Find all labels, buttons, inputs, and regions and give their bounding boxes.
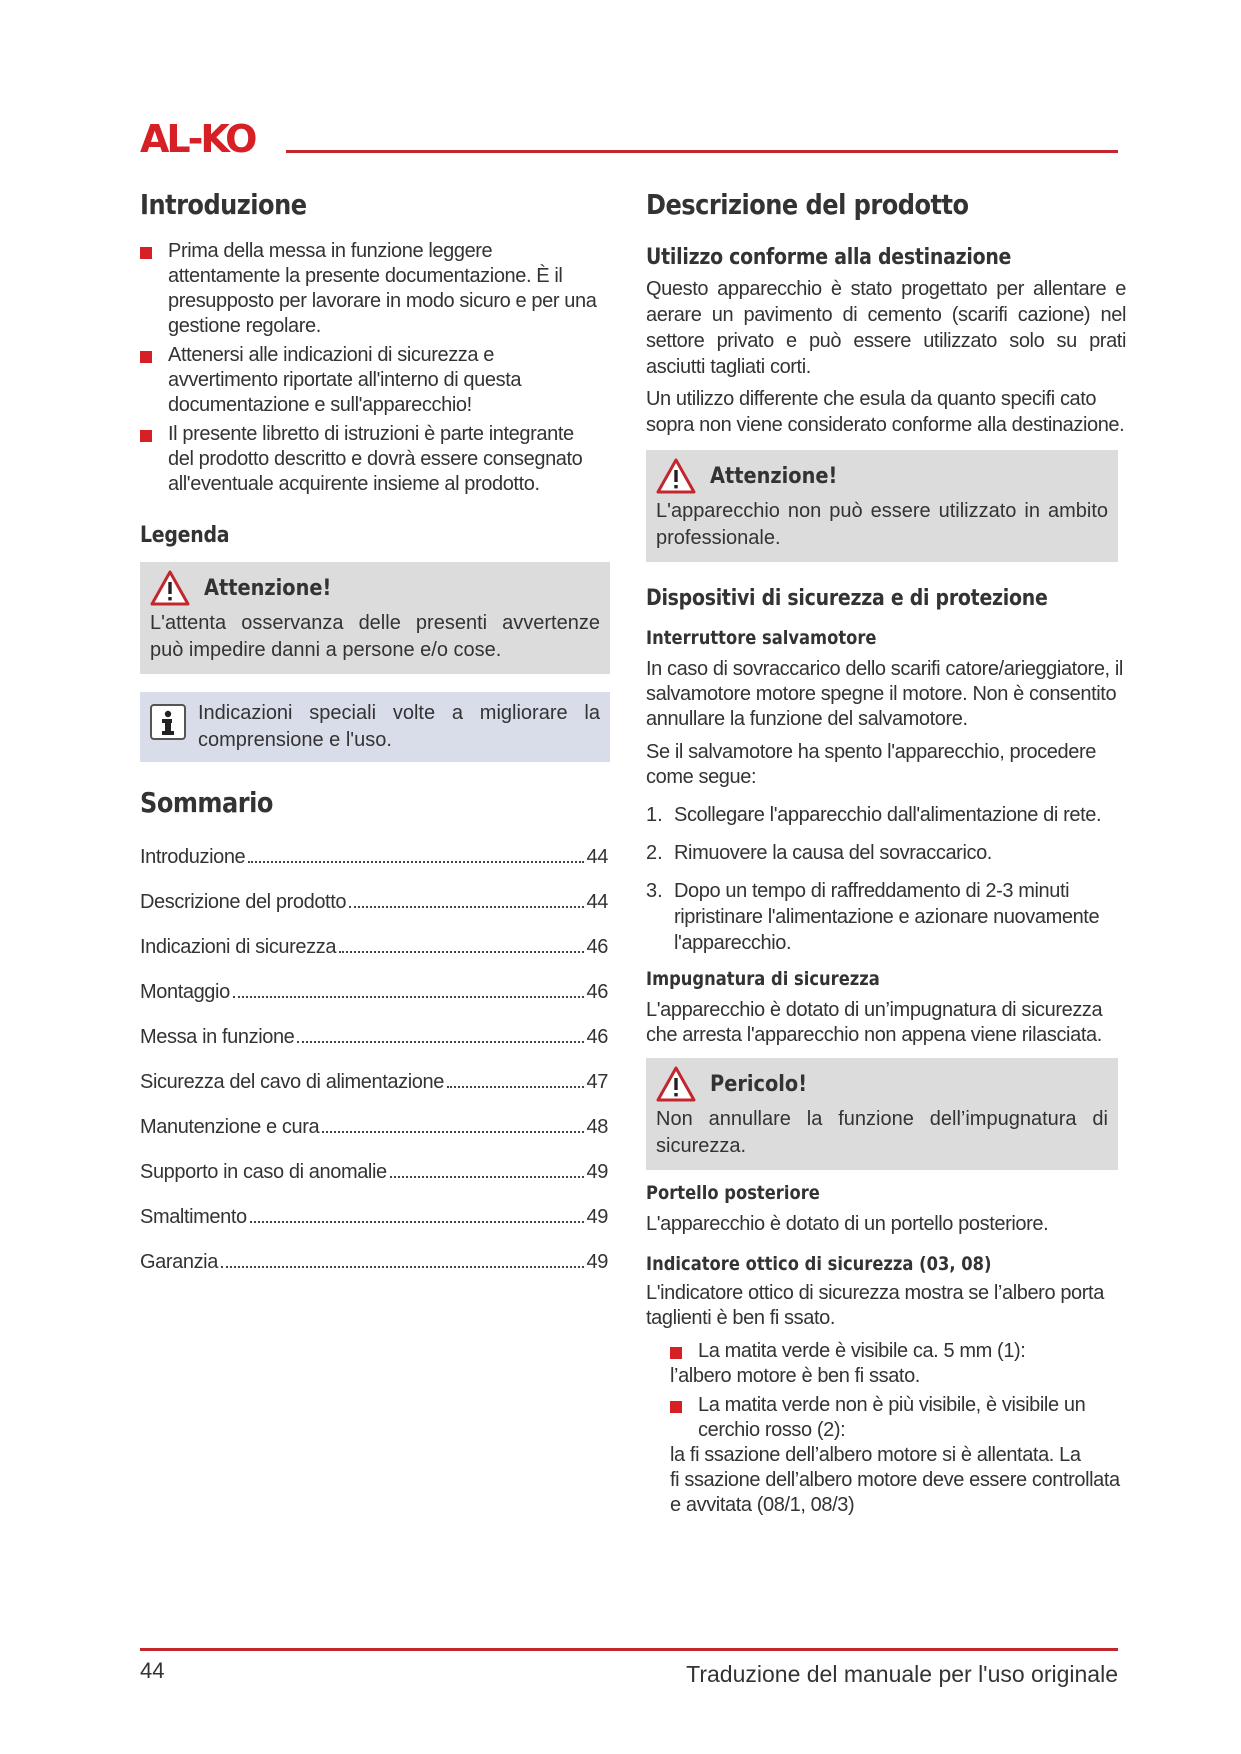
left-column [140,188,615,1295]
toc-row[interactable]: Indicazioni di sicurezza 46 [140,936,608,958]
toc-row[interactable]: Messa in funzione 46 [140,1026,608,1048]
motor-steps-list [646,802,1126,956]
warning-triangle-icon [656,458,696,494]
safety-handle-title: Impugnatura di sicurezza [646,968,880,990]
toc-row[interactable]: Montaggio 46 [140,981,608,1003]
list-item: 2. Rimuovere la causa del sovraccarico. [646,842,992,864]
right-column [646,188,1126,1518]
legend-title: Legenda [140,523,230,548]
indicator-paragraph: L'indicatore ottico di sicurezza mostra se l’albero porta taglienti è ben fi ssato. [646,1282,1104,1329]
legend-warning-box [140,562,610,674]
bullet-square-icon [140,351,152,363]
handle-danger-text: Non annullare la funzione dell’impugnatura di sicurezza. [656,1108,1108,1157]
list-item: La matita verde è visibile ca. 5 mm (1): l’albero motore è ben fi ssato. [670,1340,1026,1387]
intended-use-paragraph-1: Questo apparecchio è stato progettato per allentare e aerare un pavimento di cemento (scarifi cazione) nel settore privato e può essere utilizzato solo su prati asciutti tagliati corti. [646,278,1126,378]
table-of-contents [140,845,608,1295]
toc-row[interactable]: Manutenzione e cura 48 [140,1116,608,1138]
toc-row[interactable]: Supporto in caso di anomalie 49 [140,1161,608,1183]
info-icon [150,704,186,740]
list-item: Prima della messa in funzione leggere attentamente la presente documentazione. È il presupposto per lavorare in modo sicuro e per una gestione regolare. [140,239,600,339]
alko-logo-text: AL-KO [140,121,255,157]
alko-logo [140,121,276,157]
list-item: Attenersi alle indicazioni di sicurezza e avvertimento riportate all'interno di questa documentazione e sull'apparecchio! [140,343,600,418]
toc-row[interactable]: Sicurezza del cavo di alimentazione 47 [140,1071,608,1093]
safety-devices-title: Dispositivi di sicurezza e di protezione [646,586,1048,611]
toc-row[interactable]: Descrizione del prodotto 44 [140,891,608,913]
warning-triangle-icon [150,570,190,606]
intro-bullet-list [140,239,600,497]
indicator-bullet-list [670,1339,1130,1518]
list-item: 3. Dopo un tempo di raffreddamento di 2-3 minuti ripristinare l'alimentazione e azionare nuovamente l'apparecchio. [646,880,1100,954]
footer-rule [140,1648,1118,1651]
bullet-square-icon [670,1347,682,1359]
list-item: 1. Scollegare l'apparecchio dall'alimentazione di rete. [646,804,1102,826]
handle-danger-box [646,1058,1118,1170]
intended-use-paragraph-2: Un utilizzo differente che esula da quanto specifi cato sopra non viene considerato conforme alla destinazione. [646,388,1125,436]
motor-switch-paragraph-1: In caso di sovraccarico dello scarifi catore/arieggiatore, il salvamotore motore spegne il motore. Non è consentito annullare la funzione del salvamotore. [646,658,1123,730]
list-item: Il presente libretto di istruzioni è parte integrante del prodotto descritto e dovrà essere consegnato all'eventuale acquirente insieme al prodotto. [140,422,600,497]
motor-switch-paragraph-2: Se il salvamotore ha spento l'apparecchio, procedere come segue: [646,741,1096,788]
bullet-square-icon [140,430,152,442]
intro-title: Introduzione [140,188,307,221]
toc-row[interactable]: Garanzia 49 [140,1251,608,1273]
rear-flap-paragraph: L'apparecchio è dotato di un portello posteriore. [646,1213,1049,1235]
indicator-title: Indicatore ottico di sicurezza (03, 08) [646,1253,992,1275]
safety-handle-paragraph: L'apparecchio è dotato di un’impugnatura di sicurezza che arresta l'apparecchio non appena viene rilasciata. [646,999,1103,1046]
bullet-square-icon [140,247,152,259]
use-warning-title: Attenzione! [710,463,838,489]
legend-warning-title: Attenzione! [204,575,332,601]
handle-danger-title: Pericolo! [710,1071,808,1097]
use-warning-text: L'apparecchio non può essere utilizzato in ambito professionale. [656,500,1108,549]
toc-title: Sommario [140,786,273,819]
intended-use-title: Utilizzo conforme alla destinazione [646,245,1012,270]
header-rule [286,150,1118,153]
product-description-title: Descrizione del prodotto [646,188,969,221]
legend-warning-text: L'attenta osservanza delle presenti avvertenze può impedire danni a persone e/o cose. [150,612,600,661]
toc-row[interactable]: Smaltimento 49 [140,1206,608,1228]
toc-row[interactable]: Introduzione 44 [140,846,608,868]
rear-flap-title: Portello posteriore [646,1182,820,1204]
footer-text: Traduzione del manuale per l'uso originale [686,1661,1118,1687]
warning-triangle-icon [656,1066,696,1102]
list-item: La matita verde non è più visibile, è visibile un cerchio rosso (2): la fi ssazione dell’albero motore si è allentata. La fi ssazione dell’albero motore deve essere controllata e avvitata (08/1, 08/3) [670,1394,1120,1516]
use-warning-box [646,450,1118,562]
legend-info-box [140,692,610,762]
page-number: 44 [140,1658,165,1683]
motor-switch-title: Interruttore salvamotore [646,627,877,649]
bullet-square-icon [670,1401,682,1413]
legend-info-text: Indicazioni speciali volte a migliorare la comprensione e l'uso. [198,702,600,751]
